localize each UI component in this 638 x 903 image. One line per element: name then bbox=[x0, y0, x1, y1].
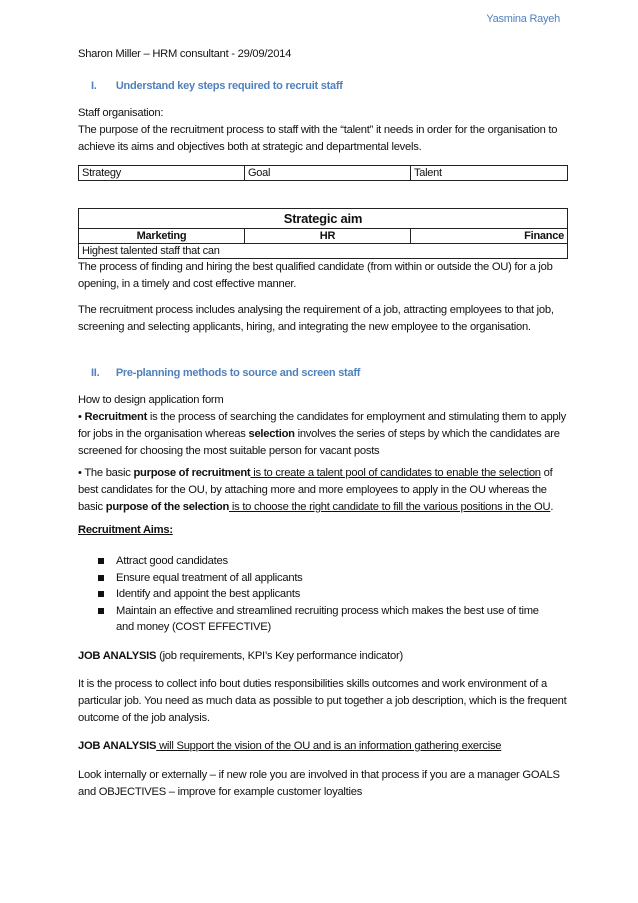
section-number: I. bbox=[91, 80, 97, 92]
look-paragraph bbox=[78, 767, 568, 801]
design-title: How to design application form bbox=[78, 394, 224, 406]
job-analysis-heading-2 bbox=[78, 738, 568, 755]
job-analysis-paragraph bbox=[78, 676, 568, 727]
purpose-end: . bbox=[550, 501, 554, 513]
purpose-prefix: • The basic bbox=[78, 467, 134, 479]
design-block bbox=[78, 392, 568, 460]
strategic-aim-row: Highest talented staff that can bbox=[79, 244, 568, 259]
aim-item: Maintain an effective and streamlined recruiting process which makes the best use of time and money (COST EFFECTIVE) bbox=[78, 603, 568, 636]
purpose-recruitment-term: purpose of recruitment bbox=[133, 467, 251, 479]
aim-item: Identify and appoint the best applicants bbox=[78, 586, 568, 603]
recruitment-aims-list bbox=[78, 553, 568, 636]
job-analysis-text: It is the process to collect info bout duties responsibilities skills outcomes and work environment of a particular job. You need as much data as possible to put together a job description, which is the frequent outcome of the job analysis. bbox=[78, 678, 567, 724]
definition-text: involves the series of steps by which the candidates are screened for choosing the most suitable person for vacant posts bbox=[78, 428, 560, 457]
strategy-table bbox=[78, 165, 568, 181]
recruitment-process-paragraph bbox=[78, 302, 568, 336]
staff-organisation-block bbox=[78, 105, 568, 156]
strategic-aim-title: Strategic aim bbox=[79, 209, 568, 229]
goal-cell: Goal bbox=[245, 166, 411, 181]
finance-header: Finance bbox=[411, 229, 568, 244]
look-text: Look internally or externally – if new role you are involved in that process if you are a manager GOALS and OBJECTIVES – improve for example customer loyalties bbox=[78, 769, 560, 798]
job-analysis-heading-1 bbox=[78, 648, 568, 665]
marketing-header: Marketing bbox=[79, 229, 245, 244]
recruitment-term: Recruitment bbox=[84, 411, 148, 423]
bullet-prefix: • bbox=[78, 411, 85, 423]
purpose-text bbox=[78, 465, 568, 516]
purpose-selection-underline: is to choose the right candidate to fill the various positions in the OU bbox=[229, 501, 551, 513]
process-paragraph bbox=[78, 259, 568, 293]
strategic-aim-table bbox=[78, 208, 568, 259]
header-line: Sharon Miller – HRM consultant - 29/09/2014 bbox=[78, 48, 292, 60]
job-analysis-term: JOB ANALYSIS bbox=[78, 650, 157, 662]
strategy-cell: Strategy bbox=[79, 166, 245, 181]
staff-organisation-title: Staff organisation: bbox=[78, 107, 164, 119]
purpose-text-mid: of best candidates for the OU, by attaching more and more employees to apply in the OU whereas the basic bbox=[78, 467, 553, 513]
purpose-paragraph bbox=[78, 465, 568, 516]
recruitment-process-text: The recruitment process includes analysing the requirement of a job, attracting employees to that job, screening and selecting applicants, hiring, and integrating the new employee to the organisation. bbox=[78, 304, 554, 333]
job-analysis-support: will Support the vision of the OU and is an information gathering exercise bbox=[156, 740, 502, 752]
author-name: Yasmina Rayeh bbox=[486, 13, 560, 25]
aims-title-text: Recruitment Aims: bbox=[78, 524, 173, 536]
aim-item: Ensure equal treatment of all applicants bbox=[78, 570, 568, 587]
section-heading-2 bbox=[78, 367, 568, 379]
section-title: Pre-planning methods to source and screen staff bbox=[115, 367, 361, 379]
recruitment-definition bbox=[78, 409, 568, 460]
definition-text: is the process of searching the candidates for employment and stimulating them to apply for jobs in the organisation whereas bbox=[78, 411, 566, 440]
hr-header: HR bbox=[245, 229, 411, 244]
job-analysis-term: JOB ANALYSIS bbox=[78, 740, 157, 752]
staff-organisation-text: The purpose of the recruitment process to staff with the “talent” it needs in order for the organisation to achieve its aims and objectives both at strategic and departmental levels. bbox=[78, 124, 558, 153]
section-heading-1 bbox=[78, 80, 568, 92]
process-text: The process of finding and hiring the best qualified candidate (from within or outside the OU) for a job opening, in a timely and cost effective manner. bbox=[78, 261, 553, 290]
purpose-selection-term: purpose of the selection bbox=[105, 501, 230, 513]
aim-item: Attract good candidates bbox=[78, 553, 568, 570]
section-number: II. bbox=[91, 367, 100, 379]
selection-term: selection bbox=[248, 428, 295, 440]
purpose-recruitment-underline: is to create a talent pool of candidates to enable the selection bbox=[250, 467, 541, 479]
recruitment-aims-title bbox=[78, 522, 568, 539]
talent-cell: Talent bbox=[411, 166, 568, 181]
job-analysis-subtitle: (job requirements, KPI’s Key performance indicator) bbox=[156, 650, 403, 662]
section-title: Understand key steps required to recruit staff bbox=[115, 80, 343, 92]
